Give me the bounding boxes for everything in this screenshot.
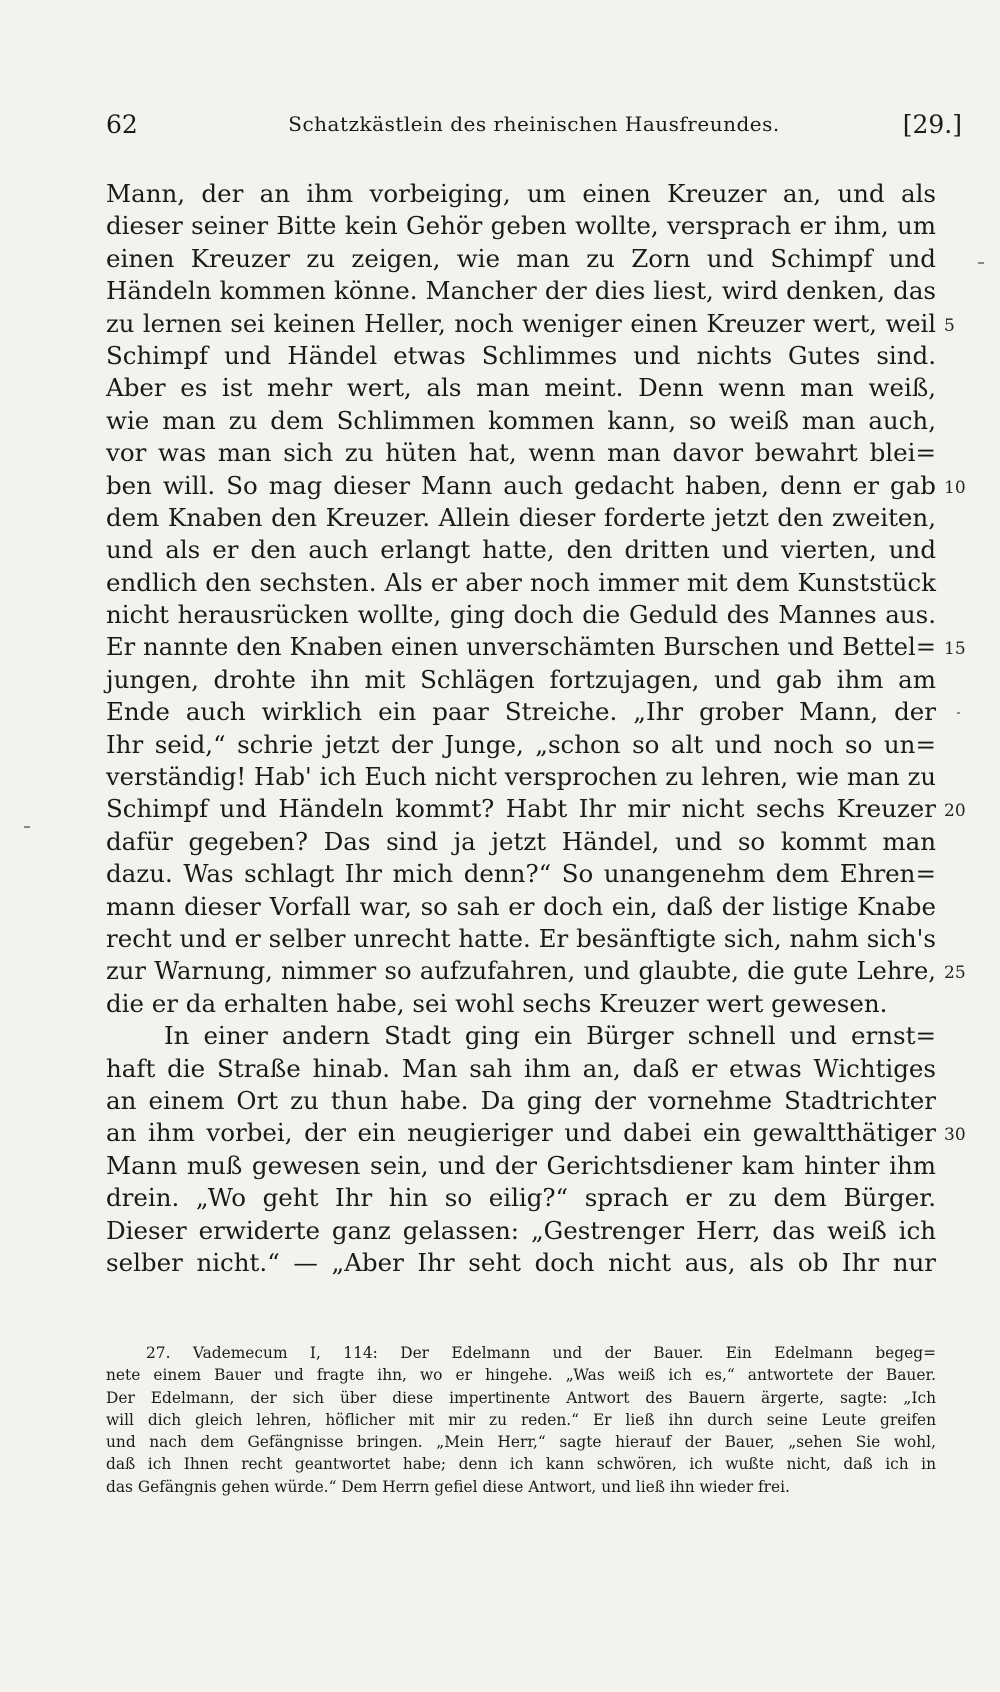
text-line: Aber es ist mehr wert, als man meint. Denn wenn man weiß, bbox=[106, 373, 936, 403]
text-line: verständig! Hab' ich Euch nicht versprochen zu lehren, wie man zu bbox=[106, 763, 936, 792]
text-line: Ende auch wirklich ein paar Streiche. „Ihr grober Mann, der bbox=[106, 697, 936, 727]
text-line: mann dieser Vorfall war, so sah er doch ein, daß der listige Knabe bbox=[106, 891, 936, 921]
line-number: 10 bbox=[944, 477, 966, 498]
text-line: und als er den auch erlangt hatte, den dritten und vierten, und bbox=[106, 535, 936, 565]
footnote-line: Der Edelmann, der sich über diese impertinente Antwort des Bauern ärgerte, sagte: „Ich bbox=[106, 1388, 936, 1407]
footnote-line: das Gefängnis gehen würde.“ Dem Herrn gefiel diese Antwort, und ließ ihn wieder frei. bbox=[106, 1477, 790, 1496]
footnote-line: und nach dem Gefängnisse bringen. „Mein Herr,“ sagte hierauf der Bauer, „sehen Sie wohl, bbox=[106, 1433, 936, 1452]
text-line: endlich den sechsten. Als er aber noch immer mit dem Kunststück bbox=[106, 567, 936, 597]
line-number: 5 bbox=[944, 315, 955, 336]
paper-speck bbox=[24, 826, 30, 828]
line-number: 30 bbox=[944, 1125, 966, 1146]
text-line: jungen, drohte ihn mit Schlägen fortzujagen, und gab ihm am bbox=[106, 664, 936, 694]
footnote-line: 27. Vademecum I, 114: Der Edelmann und der Bauer. Ein Edelmann begeg= bbox=[146, 1344, 936, 1362]
text-line: Dieser erwiderte ganz gelassen: „Gestrenger Herr, das weiß ich bbox=[106, 1215, 936, 1245]
footnote-line: nete einem Bauer und fragte ihn, wo er hingehe. „Was weiß ich es,“ antwortete der Bauer. bbox=[106, 1366, 936, 1385]
text-line: Schimpf und Händeln kommt? Habt Ihr mir nicht sechs Kreuzer 20 bbox=[106, 793, 936, 825]
text-line: ben will. So mag dieser Mann auch gedacht haben, denn er gab 10 bbox=[106, 470, 936, 502]
text-line: dazu. Was schlagt Ihr mich denn?“ So unangenehm dem Ehren= bbox=[106, 859, 936, 889]
text-line: wie man zu dem Schlimmen kommen kann, so weiß man auch, bbox=[106, 405, 936, 435]
text-line: Mann muß gewesen sein, und der Gerichtsdiener kam hinter ihm bbox=[106, 1150, 936, 1180]
text-line: vor was man sich zu hüten hat, wenn man davor bewahrt blei= bbox=[106, 438, 936, 468]
text-line: Ihr seid,“ schrie jetzt der Junge, „schon so alt und noch so un= bbox=[106, 729, 936, 759]
footnote bbox=[106, 1342, 936, 1498]
text-line: Er nannte den Knaben einen unverschämten Burschen und Bettel= 15 bbox=[106, 631, 936, 663]
text-line: Mann, der an ihm vorbeiging, um einen Kreuzer an, und als bbox=[106, 179, 936, 208]
text-line: zu lernen sei keinen Heller, noch weniger einen Kreuzer wert, weil 5 bbox=[106, 308, 936, 340]
text-line: Schimpf und Händel etwas Schlimmes und nichts Gutes sind. bbox=[106, 340, 936, 370]
body-text bbox=[106, 178, 966, 1279]
text-line: selber nicht.“ — „Aber Ihr seht doch nicht aus, als ob Ihr nur bbox=[106, 1247, 936, 1277]
paper-speck bbox=[978, 262, 984, 264]
paper-speck bbox=[957, 712, 960, 714]
footnote-line: daß ich Ihnen recht geantwortet habe; denn ich kann schwören, ich wußte nicht, daß ich in bbox=[106, 1455, 936, 1474]
text-line: an einem Ort zu thun habe. Da ging der vornehme Stadtrichter bbox=[106, 1085, 936, 1115]
line-number: 15 bbox=[944, 639, 966, 660]
text-line: die er da erhalten habe, sei wohl sechs Kreuzer wert gewesen. bbox=[106, 988, 888, 1018]
text-line: an ihm vorbei, der ein neugieriger und dabei ein gewaltthätiger 30 bbox=[106, 1117, 936, 1149]
text-line: dieser seiner Bitte kein Gehör geben wollte, versprach er ihm, um bbox=[106, 211, 936, 241]
text-line: zur Warnung, nimmer so aufzufahren, und glaubte, die gute Lehre, 25 bbox=[106, 955, 936, 987]
text-line: drein. „Wo geht Ihr hin so eilig?“ sprach er zu dem Bürger. bbox=[106, 1183, 936, 1213]
line-number: 25 bbox=[944, 963, 966, 984]
text-line: nicht herausrücken wollte, ging doch die Geduld des Mannes aus. bbox=[106, 600, 936, 630]
line-number: 20 bbox=[944, 801, 966, 822]
text-line: einen Kreuzer zu zeigen, wie man zu Zorn und Schimpf und bbox=[106, 243, 936, 273]
text-line: dem Knaben den Kreuzer. Allein dieser forderte jetzt den zweiten, bbox=[106, 502, 936, 532]
text-line: recht und er selber unrecht hatte. Er besänftigte sich, nahm sich's bbox=[106, 923, 936, 953]
footnote-line: will dich gleich lehren, höflicher mit mir zu reden.“ Er ließ ihn durch seine Leute greifen bbox=[106, 1410, 936, 1429]
text-line: dafür gegeben? Das sind ja jetzt Händel, und so kommt man bbox=[106, 826, 936, 856]
page-number: 62 bbox=[106, 110, 138, 139]
text-line: Händeln kommen könne. Mancher der dies liest, wird denken, das bbox=[106, 276, 936, 306]
text-line: In einer andern Stadt ging ein Bürger schnell und ernst= bbox=[164, 1021, 936, 1051]
running-title: Schatzkästlein des rheinischen Hausfreundes. bbox=[288, 112, 780, 136]
section-mark: [29.] bbox=[902, 110, 962, 139]
page-header bbox=[106, 110, 962, 144]
text-line: haft die Straße hinab. Man sah ihm an, daß er etwas Wichtiges bbox=[106, 1053, 936, 1083]
